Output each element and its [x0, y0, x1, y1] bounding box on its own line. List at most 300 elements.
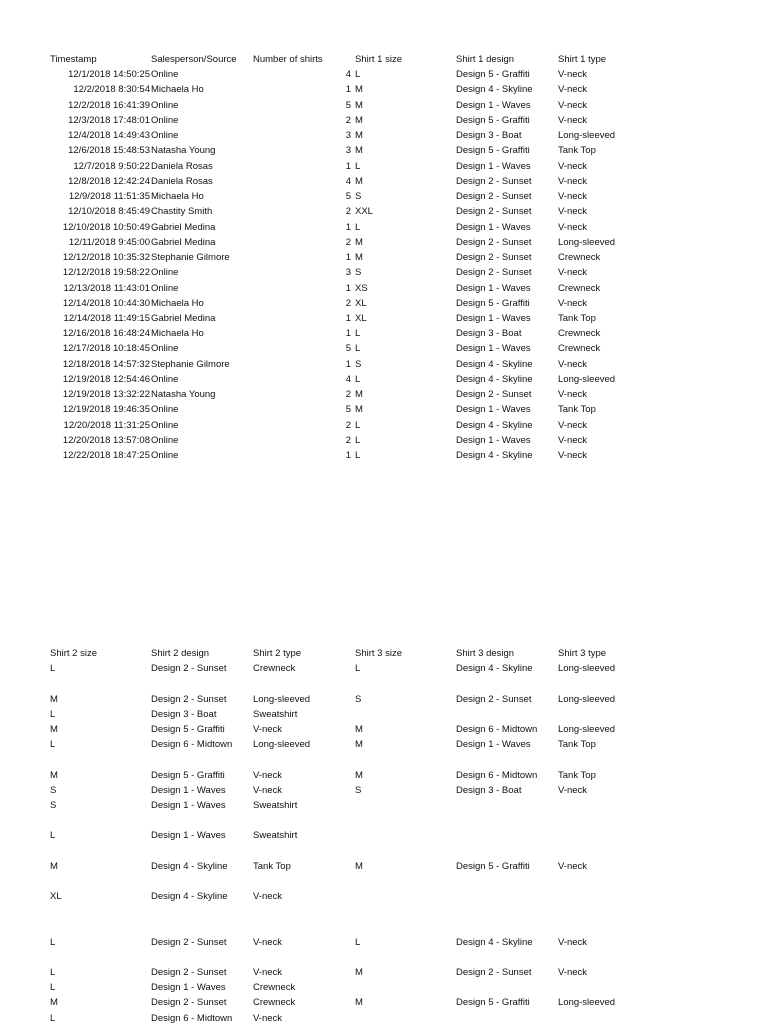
cell-shirt-3-size: L — [355, 936, 361, 948]
cell-number-of-shirts: 2 — [345, 297, 351, 309]
cell-number-of-shirts: 1 — [345, 450, 351, 462]
table-row — [50, 85, 658, 95]
cell-shirt-1-type: V-neck — [558, 267, 588, 279]
cell-shirt-1-design: Design 4 - Skyline — [456, 450, 533, 462]
cell-shirt-1-design: Design 2 - Sunset — [456, 389, 532, 401]
cell-number-of-shirts: 3 — [345, 130, 351, 142]
header-row — [50, 55, 658, 65]
cell-shirt-2-size: S — [50, 784, 57, 796]
cell-shirt-1-type: V-neck — [558, 434, 588, 446]
cell-shirt-3-size: S — [355, 693, 362, 705]
cell-shirt-1-size: L — [355, 343, 361, 355]
cell-shirt-2-size: M — [50, 723, 58, 735]
cell-shirt-1-type: V-neck — [558, 160, 588, 172]
cell-shirt-1-size: L — [355, 328, 361, 340]
cell-shirt-1-type: V-neck — [558, 99, 588, 111]
cell-shirt-1-type: V-neck — [558, 450, 588, 462]
cell-shirt-2-size: M — [50, 769, 58, 781]
cell-shirt-1-design: Design 1 - Waves — [456, 343, 531, 355]
cell-shirt-1-size: S — [355, 191, 362, 203]
cell-shirt-1-size: M — [355, 236, 363, 248]
cell-timestamp: 12/10/2018 10:50:49 — [62, 221, 150, 233]
table-row — [50, 344, 658, 354]
cell-salesperson-source: Chastity Smith — [151, 206, 213, 218]
cell-shirt-1-design: Design 5 - Graffiti — [456, 145, 530, 157]
cell-shirt-3-design: Design 3 - Boat — [456, 784, 522, 796]
cell-timestamp: 12/14/2018 10:44:30 — [62, 297, 150, 309]
table-row — [50, 70, 658, 80]
cell-shirt-1-type: Long-sleeved — [558, 236, 616, 248]
cell-shirt-1-type: V-neck — [558, 175, 588, 187]
cell-shirt-2-type: Long-sleeved — [253, 739, 311, 751]
table-row — [50, 998, 658, 1008]
cell-shirt-3-design: Design 4 - Skyline — [456, 663, 533, 675]
cell-shirt-1-design: Design 1 - Waves — [456, 282, 531, 294]
cell-shirt-1-size: L — [355, 434, 361, 446]
cell-shirt-2-type: Tank Top — [253, 860, 291, 872]
sales-table-section-2 — [50, 649, 658, 1029]
table-row — [50, 329, 658, 339]
cell-shirt-1-size: L — [355, 69, 361, 81]
cell-salesperson-source: Online — [151, 130, 179, 142]
cell-shirt-1-size: M — [355, 252, 363, 264]
cell-number-of-shirts: 2 — [345, 114, 351, 126]
cell-shirt-1-type: V-neck — [558, 114, 588, 126]
cell-shirt-2-design: Design 5 - Graffiti — [151, 769, 225, 781]
cell-shirt-1-design: Design 2 - Sunset — [456, 206, 532, 218]
cell-shirt-2-design: Design 1 - Waves — [151, 982, 226, 994]
cell-shirt-2-type: Sweatshirt — [253, 708, 298, 720]
table-row — [50, 146, 658, 156]
cell-shirt-1-type: Crewneck — [558, 328, 601, 340]
table-row — [50, 223, 658, 233]
cell-timestamp: 12/12/2018 10:35:32 — [62, 252, 150, 264]
cell-shirt-1-size: L — [355, 221, 361, 233]
cell-timestamp: 12/7/2018 9:50:22 — [73, 160, 150, 172]
cell-salesperson-source: Online — [151, 69, 179, 81]
cell-shirt-2-design: Design 2 - Sunset — [151, 997, 227, 1009]
cell-shirt-1-size: M — [355, 114, 363, 126]
header-timestamp: Timestamp — [50, 54, 97, 65]
cell-shirt-1-size: M — [355, 84, 363, 96]
cell-salesperson-source: Online — [151, 99, 179, 111]
header-row — [50, 649, 658, 659]
cell-shirt-1-type: Tank Top — [558, 145, 596, 157]
cell-number-of-shirts: 5 — [345, 343, 351, 355]
cell-shirt-1-type: Crewneck — [558, 252, 601, 264]
cell-shirt-2-size: XL — [50, 891, 62, 902]
cell-shirt-3-type: V-neck — [558, 784, 588, 796]
cell-number-of-shirts: 4 — [345, 175, 351, 187]
table-row — [50, 116, 658, 126]
cell-shirt-2-type: Sweatshirt — [253, 799, 298, 811]
table-row — [50, 421, 658, 431]
cell-shirt-3-type: Long-sleeved — [558, 663, 616, 675]
cell-shirt-2-size: M — [50, 997, 58, 1009]
cell-number-of-shirts: 1 — [345, 160, 351, 172]
cell-shirt-1-type: Tank Top — [558, 312, 596, 324]
table-row — [50, 892, 658, 902]
table-row — [50, 238, 658, 248]
cell-shirt-3-type: V-neck — [558, 936, 588, 948]
cell-shirt-1-type: V-neck — [558, 419, 588, 431]
cell-number-of-shirts: 5 — [345, 404, 351, 416]
table-row — [50, 299, 658, 309]
table-row — [50, 953, 658, 963]
cell-shirt-2-size: L — [50, 708, 56, 720]
cell-number-of-shirts: 1 — [345, 312, 351, 324]
cell-number-of-shirts: 5 — [345, 191, 351, 203]
cell-shirt-2-size: L — [50, 982, 56, 994]
table-row — [50, 740, 658, 750]
cell-shirt-1-design: Design 2 - Sunset — [456, 175, 532, 187]
cell-shirt-3-design: Design 6 - Midtown — [456, 723, 538, 735]
cell-salesperson-source: Natasha Young — [151, 145, 216, 157]
cell-timestamp: 12/16/2018 16:48:24 — [62, 328, 150, 340]
cell-timestamp: 12/18/2018 14:57:32 — [62, 358, 150, 370]
header-shirt-1-size: Shirt 1 size — [355, 54, 402, 65]
cell-shirt-1-design: Design 5 - Graffiti — [456, 297, 530, 309]
cell-shirt-1-size: XL — [355, 297, 367, 309]
table-row — [50, 816, 658, 826]
cell-shirt-1-size: M — [355, 389, 363, 401]
header-number-of-shirts: Number of shirts — [253, 54, 323, 65]
cell-salesperson-source: Online — [151, 450, 179, 462]
cell-shirt-1-size: XL — [355, 312, 367, 324]
cell-timestamp: 12/20/2018 13:57:08 — [62, 434, 150, 446]
cell-timestamp: 12/17/2018 10:18:45 — [62, 343, 150, 355]
cell-shirt-2-type: Crewneck — [253, 997, 296, 1009]
cell-shirt-3-design: Design 6 - Midtown — [456, 769, 538, 781]
cell-timestamp: 12/1/2018 14:50:25 — [68, 69, 150, 81]
header-shirt-2-design: Shirt 2 design — [151, 648, 210, 659]
cell-shirt-3-design: Design 2 - Sunset — [456, 693, 532, 705]
cell-shirt-2-type: V-neck — [253, 891, 283, 902]
cell-number-of-shirts: 5 — [345, 99, 351, 111]
cell-shirt-1-size: M — [355, 175, 363, 187]
cell-shirt-3-design: Design 5 - Graffiti — [456, 860, 530, 872]
cell-shirt-3-size: S — [355, 784, 362, 796]
table-row — [50, 177, 658, 187]
table-row — [50, 877, 658, 887]
cell-salesperson-source: Online — [151, 267, 179, 279]
cell-shirt-1-design: Design 5 - Graffiti — [456, 114, 530, 126]
cell-shirt-2-design: Design 5 - Graffiti — [151, 723, 225, 735]
table-row — [50, 695, 658, 705]
cell-shirt-2-type: Crewneck — [253, 663, 296, 675]
cell-shirt-1-design: Design 1 - Waves — [456, 434, 531, 446]
cell-shirt-2-type: Crewneck — [253, 982, 296, 994]
cell-shirt-3-size: M — [355, 966, 363, 978]
cell-shirt-1-design: Design 1 - Waves — [456, 99, 531, 111]
table-row — [50, 983, 658, 993]
cell-timestamp: 12/22/2018 18:47:25 — [62, 450, 150, 462]
cell-salesperson-source: Daniela Rosas — [151, 175, 213, 187]
header-shirt-2-size: Shirt 2 size — [50, 648, 97, 659]
table-row — [50, 405, 658, 415]
cell-salesperson-source: Online — [151, 343, 179, 355]
cell-shirt-2-type: Sweatshirt — [253, 830, 298, 842]
cell-number-of-shirts: 1 — [345, 252, 351, 264]
cell-salesperson-source: Gabriel Medina — [151, 236, 216, 248]
cell-shirt-1-design: Design 1 - Waves — [456, 221, 531, 233]
cell-timestamp: 12/19/2018 12:54:46 — [62, 373, 150, 385]
cell-shirt-2-size: L — [50, 936, 56, 948]
cell-timestamp: 12/19/2018 19:46:35 — [62, 404, 150, 416]
cell-number-of-shirts: 2 — [345, 434, 351, 446]
header-shirt-1-type: Shirt 1 type — [558, 54, 607, 65]
table-row — [50, 131, 658, 141]
cell-shirt-2-design: Design 1 - Waves — [151, 799, 226, 811]
cell-shirt-2-size: L — [50, 830, 56, 842]
cell-timestamp: 12/8/2018 12:42:24 — [68, 175, 150, 187]
table-row — [50, 771, 658, 781]
cell-timestamp: 12/2/2018 16:41:39 — [68, 99, 150, 111]
table-row — [50, 786, 658, 796]
cell-shirt-1-type: V-neck — [558, 297, 588, 309]
table-row — [50, 664, 658, 674]
cell-salesperson-source: Stephanie Gilmore — [151, 252, 230, 264]
cell-timestamp: 12/9/2018 11:51:35 — [68, 191, 150, 203]
cell-number-of-shirts: 1 — [345, 358, 351, 370]
cell-salesperson-source: Stephanie Gilmore — [151, 358, 230, 370]
cell-number-of-shirts: 2 — [345, 206, 351, 218]
cell-shirt-1-type: Long-sleeved — [558, 373, 616, 385]
cell-salesperson-source: Online — [151, 282, 179, 294]
cell-shirt-3-design: Design 1 - Waves — [456, 739, 531, 751]
table-row — [50, 922, 658, 932]
table-row — [50, 831, 658, 841]
cell-shirt-2-size: L — [50, 1012, 56, 1024]
cell-shirt-2-size: L — [50, 663, 56, 675]
table-row — [50, 360, 658, 370]
cell-shirt-3-type: V-neck — [558, 966, 588, 978]
cell-shirt-1-design: Design 5 - Graffiti — [456, 69, 530, 81]
cell-shirt-3-size: M — [355, 723, 363, 735]
cell-shirt-3-design: Design 4 - Skyline — [456, 936, 533, 948]
cell-shirt-2-design: Design 2 - Sunset — [151, 966, 227, 978]
cell-shirt-3-design: Design 5 - Graffiti — [456, 997, 530, 1009]
cell-shirt-2-design: Design 6 - Midtown — [151, 1012, 233, 1024]
cell-shirt-1-size: L — [355, 160, 361, 172]
table-row — [50, 207, 658, 217]
cell-salesperson-source: Michaela Ho — [151, 328, 204, 340]
cell-number-of-shirts: 2 — [345, 236, 351, 248]
cell-timestamp: 12/14/2018 11:49:15 — [63, 312, 150, 324]
cell-shirt-3-size: M — [355, 997, 363, 1009]
cell-shirt-1-design: Design 1 - Waves — [456, 312, 531, 324]
cell-shirt-2-design: Design 4 - Skyline — [151, 891, 228, 902]
table-row — [50, 679, 658, 689]
cell-shirt-1-size: XXL — [355, 206, 373, 218]
table-row — [50, 801, 658, 811]
cell-shirt-2-design: Design 2 - Sunset — [151, 936, 227, 948]
cell-shirt-3-type: Long-sleeved — [558, 997, 616, 1009]
sales-table-section-1 — [50, 55, 658, 461]
header-shirt-2-type: Shirt 2 type — [253, 648, 302, 659]
table-row — [50, 314, 658, 324]
cell-shirt-2-design: Design 6 - Midtown — [151, 739, 233, 751]
cell-shirt-3-type: Tank Top — [558, 769, 596, 781]
cell-shirt-1-size: M — [355, 404, 363, 416]
table-row — [50, 725, 658, 735]
table-row — [50, 710, 658, 720]
cell-shirt-1-design: Design 3 - Boat — [456, 130, 522, 142]
table-row — [50, 968, 658, 978]
cell-shirt-3-type: Long-sleeved — [558, 723, 616, 735]
cell-timestamp: 12/2/2018 8:30:54 — [73, 84, 150, 96]
cell-shirt-1-size: L — [355, 419, 361, 431]
cell-timestamp: 12/6/2018 15:48:53 — [68, 145, 150, 157]
cell-number-of-shirts: 2 — [345, 419, 351, 431]
cell-number-of-shirts: 1 — [345, 221, 351, 233]
cell-shirt-2-type: V-neck — [253, 936, 283, 948]
table-row — [50, 907, 658, 917]
table-row — [50, 268, 658, 278]
cell-salesperson-source: Online — [151, 434, 179, 446]
cell-shirt-1-type: Tank Top — [558, 404, 596, 416]
cell-shirt-2-size: L — [50, 966, 56, 978]
cell-shirt-1-type: V-neck — [558, 358, 588, 370]
cell-shirt-1-type: V-neck — [558, 221, 588, 233]
cell-shirt-3-type: Long-sleeved — [558, 693, 616, 705]
cell-shirt-1-design: Design 3 - Boat — [456, 328, 522, 340]
cell-shirt-2-design: Design 1 - Waves — [151, 830, 226, 842]
cell-shirt-1-design: Design 2 - Sunset — [456, 191, 532, 203]
cell-shirt-1-type: Crewneck — [558, 282, 601, 294]
cell-shirt-1-design: Design 2 - Sunset — [456, 236, 532, 248]
table-row — [50, 451, 658, 461]
cell-salesperson-source: Online — [151, 373, 179, 385]
cell-salesperson-source: Online — [151, 404, 179, 416]
cell-shirt-1-size: L — [355, 373, 361, 385]
cell-shirt-1-design: Design 2 - Sunset — [456, 267, 532, 279]
cell-salesperson-source: Daniela Rosas — [151, 160, 213, 172]
cell-timestamp: 12/3/2018 17:48:01 — [68, 114, 150, 126]
table-row — [50, 436, 658, 446]
table-row — [50, 253, 658, 263]
cell-number-of-shirts: 1 — [345, 328, 351, 340]
cell-number-of-shirts: 1 — [345, 282, 351, 294]
cell-shirt-3-size: M — [355, 860, 363, 872]
header-shirt-3-design: Shirt 3 design — [456, 648, 515, 659]
cell-number-of-shirts: 4 — [345, 373, 351, 385]
table-row — [50, 192, 658, 202]
cell-timestamp: 12/13/2018 11:43:01 — [63, 282, 150, 294]
cell-shirt-1-design: Design 1 - Waves — [456, 160, 531, 172]
cell-shirt-2-design: Design 1 - Waves — [151, 784, 226, 796]
cell-timestamp: 12/20/2018 11:31:25 — [63, 419, 150, 431]
cell-salesperson-source: Michaela Ho — [151, 191, 204, 203]
cell-shirt-2-type: V-neck — [253, 723, 283, 735]
cell-timestamp: 12/11/2018 9:45:00 — [68, 236, 150, 248]
cell-shirt-1-type: V-neck — [558, 206, 588, 218]
cell-shirt-1-type: V-neck — [558, 191, 588, 203]
cell-salesperson-source: Michaela Ho — [151, 84, 204, 96]
cell-shirt-2-design: Design 2 - Sunset — [151, 693, 227, 705]
header-shirt-3-type: Shirt 3 type — [558, 648, 607, 659]
cell-salesperson-source: Online — [151, 419, 179, 431]
cell-shirt-1-design: Design 4 - Skyline — [456, 84, 533, 96]
cell-salesperson-source: Online — [151, 114, 179, 126]
cell-shirt-1-size: S — [355, 267, 362, 279]
cell-shirt-2-size: M — [50, 693, 58, 705]
cell-shirt-3-size: L — [355, 663, 361, 675]
table-row — [50, 162, 658, 172]
cell-shirt-1-size: S — [355, 358, 362, 370]
cell-number-of-shirts: 2 — [345, 389, 351, 401]
cell-shirt-1-type: Crewneck — [558, 343, 601, 355]
cell-shirt-1-design: Design 1 - Waves — [456, 404, 531, 416]
cell-shirt-3-type: V-neck — [558, 860, 588, 872]
header-shirt-1-design: Shirt 1 design — [456, 54, 515, 65]
cell-salesperson-source: Michaela Ho — [151, 297, 204, 309]
cell-shirt-3-design: Design 2 - Sunset — [456, 966, 532, 978]
table-row — [50, 1014, 658, 1024]
table-row — [50, 938, 658, 948]
cell-salesperson-source: Gabriel Medina — [151, 221, 216, 233]
cell-shirt-2-size: M — [50, 860, 58, 872]
cell-number-of-shirts: 3 — [345, 145, 351, 157]
table-row — [50, 284, 658, 294]
table-row — [50, 375, 658, 385]
table-row — [50, 755, 658, 765]
cell-shirt-3-type: Tank Top — [558, 739, 596, 751]
cell-number-of-shirts: 1 — [345, 84, 351, 96]
header-shirt-3-size: Shirt 3 size — [355, 648, 402, 659]
table-row — [50, 390, 658, 400]
cell-salesperson-source: Gabriel Medina — [151, 312, 216, 324]
cell-shirt-2-type: V-neck — [253, 1012, 283, 1024]
cell-shirt-1-size: M — [355, 145, 363, 157]
table-row — [50, 846, 658, 856]
cell-salesperson-source: Natasha Young — [151, 389, 216, 401]
cell-shirt-1-size: L — [355, 450, 361, 462]
cell-shirt-2-type: V-neck — [253, 784, 283, 796]
cell-shirt-2-type: V-neck — [253, 966, 283, 978]
cell-shirt-1-type: V-neck — [558, 389, 588, 401]
cell-shirt-1-size: M — [355, 99, 363, 111]
cell-timestamp: 12/19/2018 13:32:22 — [62, 389, 150, 401]
table-row — [50, 862, 658, 872]
cell-shirt-2-type: Long-sleeved — [253, 693, 311, 705]
cell-shirt-1-design: Design 2 - Sunset — [456, 252, 532, 264]
header-salesperson-source: Salesperson/Source — [151, 54, 237, 65]
cell-shirt-1-type: Long-sleeved — [558, 130, 616, 142]
table-row — [50, 101, 658, 111]
cell-timestamp: 12/4/2018 14:49:43 — [68, 130, 150, 142]
cell-shirt-3-size: M — [355, 769, 363, 781]
cell-shirt-1-type: V-neck — [558, 69, 588, 81]
cell-shirt-1-design: Design 4 - Skyline — [456, 419, 533, 431]
cell-shirt-3-size: M — [355, 739, 363, 751]
cell-number-of-shirts: 4 — [345, 69, 351, 81]
cell-shirt-2-design: Design 3 - Boat — [151, 708, 217, 720]
cell-shirt-2-design: Design 2 - Sunset — [151, 663, 227, 675]
cell-timestamp: 12/10/2018 8:45:49 — [68, 206, 150, 218]
cell-shirt-2-size: L — [50, 739, 56, 751]
cell-shirt-1-design: Design 4 - Skyline — [456, 373, 533, 385]
cell-number-of-shirts: 3 — [345, 267, 351, 279]
cell-shirt-1-design: Design 4 - Skyline — [456, 358, 533, 370]
cell-shirt-2-design: Design 4 - Skyline — [151, 860, 228, 872]
cell-shirt-2-size: S — [50, 799, 57, 811]
cell-shirt-1-type: V-neck — [558, 84, 588, 96]
cell-shirt-1-size: XS — [355, 282, 368, 294]
cell-shirt-1-size: M — [355, 130, 363, 142]
cell-timestamp: 12/12/2018 19:58:22 — [62, 267, 150, 279]
cell-shirt-2-type: V-neck — [253, 769, 283, 781]
